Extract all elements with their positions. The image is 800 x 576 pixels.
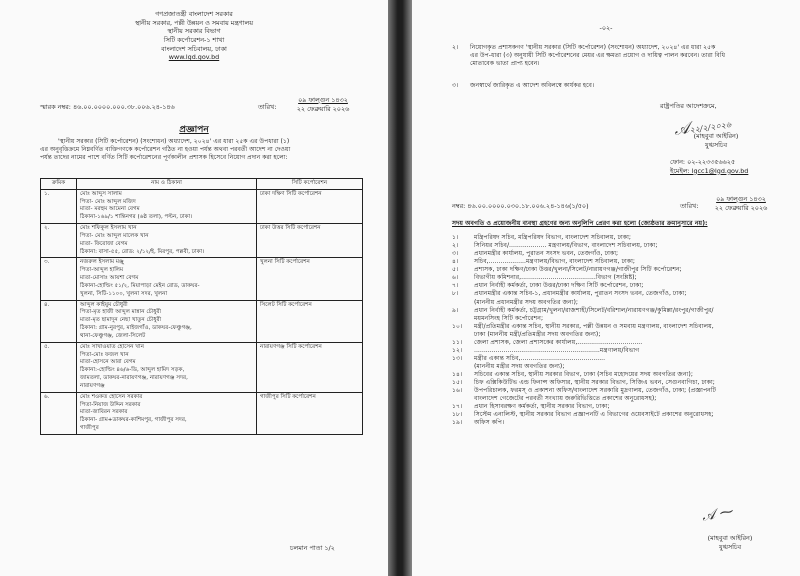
list-item: ৩। প্রধানমন্ত্রীর কার্যালয়, পুরাতন সংসদ ভবন, তেজগাঁও, ঢাকা; bbox=[452, 250, 619, 258]
signature-2: 𝒜 ⁓ bbox=[700, 503, 735, 525]
row-line: ঠিকানা:-হোল্ডিং ৪৬/৬-ডি, আব্দুল হামিদ সড়ক, bbox=[80, 367, 185, 374]
row-name-address bbox=[77, 189, 257, 223]
row-line: মোঃ আব্দুস সালাম bbox=[80, 190, 122, 197]
row-line: নজরুল ইসলাম মঞ্জু bbox=[80, 259, 124, 266]
row-line: মাতা-মোসাঃ আয়শা বেগম bbox=[80, 275, 139, 282]
row-line: মোঃ শওকত হোসেন সরকার bbox=[80, 393, 143, 400]
presidential-order: রাষ্ট্রপতির আদেশক্রমে, bbox=[660, 102, 717, 110]
clause-line: এর উপ-ধারা (৩) অনুযায়ী সিটি কর্পোরেশনের মেয়র এর ক্ষমতা প্রয়োগ ও দায়িত্ব পালন করবেন। তারা বিধি bbox=[470, 52, 725, 60]
row-line: মোঃ শফিকুল ইসলাম খান bbox=[80, 225, 137, 232]
row-corporation: ঢাকা দক্ষিণ সিটি কর্পোরেশন bbox=[257, 189, 363, 223]
row-name-address bbox=[77, 392, 257, 434]
list-item: (মাননীয় প্রধানমন্ত্রীর সদয় অবগতির জন্য); bbox=[474, 298, 578, 306]
list-item: ২। সিনিয়র সচিব/................... মন্ত্রণালয়/বিভাগ, বাংলাদেশ সচিবালয়, ঢাকা; bbox=[452, 242, 658, 250]
intro-paragraph bbox=[40, 138, 290, 163]
signer-title: যুগ্মসচিব bbox=[704, 140, 728, 149]
list-item: ৯। প্রধান নির্বাহী কর্মকর্তা, চট্টগ্রাম/খুলনা/রাজশাহী/সিলেট/বরিশাল/নারায়ণগঞ্জ/কুমিল্লা/রংপুর/গাজীপুর/ bbox=[452, 306, 714, 314]
row-serial: ৪. bbox=[41, 300, 77, 342]
clause-line: মোতাবেক ভাতা প্রাপ্য হবেন। bbox=[470, 60, 540, 68]
row-line: ঠিকানা-হোল্ডিং ৫১/২, মিয়াপাড়া মেইন রোড, ডাকঘর- bbox=[80, 282, 200, 289]
list-item: ঢাকা (মাননীয় মন্ত্রী/প্রতিমন্ত্রীর সদয় অবগতির জন্য); bbox=[474, 330, 601, 338]
row-line: পিতা-নিয়াজ উদ্দিন সরকার bbox=[80, 401, 141, 408]
list-item: বাংলাদেশ গেজেটের পরবর্তী সংখ্যায় জরুরিভিত্তিতে প্রকাশের অনুরোধসহ); bbox=[474, 395, 657, 403]
date-english: ২২ ফেব্রুয়ারি ২০২৬ bbox=[296, 104, 350, 113]
list-item: ময়মনসিংহ সিটি কর্পোরেশন; bbox=[474, 314, 544, 322]
row-serial: ১. bbox=[41, 189, 77, 223]
row-line: ঠিকানা: বাসা-৫৫, রোড: ২/১২/ই, মিরপুর, পল্লবী, ঢাকা। bbox=[80, 248, 205, 255]
row-line: মাতা-মৃত ছামাদুন নেছা খাতুন চৌধুরী bbox=[80, 317, 162, 324]
header-line: সিটি কর্পোরেশন-১ শাখা bbox=[163, 35, 225, 44]
list-item: ৮। প্রধানমন্ত্রীর একান্ত সচিব-১, প্রধানমন্ত্রীর কার্যালয়, পুরাতন সংসদ ভবন, তেজগাঁও, ঢাকা; bbox=[452, 290, 687, 298]
row-line: মাতা-হোসনে আরা বেগম bbox=[80, 359, 136, 366]
row-serial: ৫. bbox=[41, 342, 77, 392]
col-header-serial: ক্রমিক bbox=[41, 179, 77, 190]
list-item: ১৪। সচিবের একান্ত সচিব, স্থানীয় সরকার বিভাগ, ঢাকা (সচিব মহোদয়ের সদয় অবগতির জন্য); bbox=[452, 371, 693, 379]
table-row bbox=[41, 224, 363, 258]
row-line: মাতা- মরহুম আমেনা বেগম bbox=[80, 206, 140, 213]
signer-block-1 bbox=[662, 132, 770, 149]
row-line: খুলনা, সিটি-১১০০, খুলনা সদর, খুলনা bbox=[80, 290, 168, 297]
clause-number: ২। bbox=[452, 44, 459, 51]
clause-3 bbox=[452, 82, 594, 90]
row-line: মাতা-জাবিরন সরকার bbox=[80, 409, 128, 416]
header-line: স্থানীয় সরকার বিভাগ bbox=[167, 27, 221, 36]
row-name-address bbox=[77, 300, 257, 342]
row-serial: ২. bbox=[41, 224, 77, 258]
row-line: ঠিকানা- গ্রাম+ডাকঘর-কাশিমপুর, গাজীপুর সদর, bbox=[80, 417, 187, 424]
row-line: ঠিকানা-১৬৯/১ শান্তিনগর (৬ষ্ঠ তলা), পল্টন, ঢাকা। bbox=[80, 214, 193, 221]
row-line: আব্দুল কাইয়ুম চৌধুরী bbox=[80, 301, 128, 308]
distribution-heading: সদয় অবগতি ও প্রয়োজনীয় ব্যবস্থা গ্রহণের জন্য অনুলিপি প্রেরণ করা হলো (জ্যেষ্ঠতার ক্রমানুসারে নয়): bbox=[452, 220, 708, 227]
signer-block-2 bbox=[682, 534, 778, 551]
signer-name: (মাহবুবা আইরিন) bbox=[693, 132, 739, 140]
memo-number: স্মারক নম্বর: ৪৬.০০.০০০০.০০০.৩৮.০০৬.২৪-১৪৬ bbox=[40, 103, 175, 111]
row-line: গাজীপুর bbox=[80, 425, 99, 432]
intro-line: পর্যন্ত তাদের নামের পাশে বর্ণিত সিটি কর্পোরেশনের পূর্ণকালীন প্রশাসক হিসেবে নিয়োগ প্রদান করা হলো: bbox=[40, 154, 288, 162]
row-corporation: খুলনা সিটি কর্পোরেশন bbox=[257, 258, 363, 300]
list-item: ১৬। উপপরিচালক, ফরমস্ ও প্রকাশনা অফিস/বাংলাদেশ সরকারি মুদ্রণালয়, তেজগাঁও, ঢাকা; (প্রজ্ঞাপনটি bbox=[452, 387, 716, 395]
list-item: ১৭। প্রধান হিসাবরক্ষণ কর্মকর্তা, স্থানীয় সরকার বিভাগ, ঢাকা; bbox=[452, 403, 610, 411]
header-line: স্থানীয় সরকার, পল্লী উন্নয়ন ও সমবায় মন্ত্রণালয় bbox=[134, 18, 254, 27]
website-link[interactable]: www.lgd.gov.bd bbox=[168, 53, 220, 62]
table-row bbox=[41, 300, 363, 342]
date-block bbox=[284, 96, 362, 113]
table-header-row bbox=[41, 179, 363, 190]
list-item: ১। মন্ত্রিপরিষদ সচিব, মন্ত্রিপরিষদ বিভাগ, বাংলাদেশ সচিবালয়, ঢাকা; bbox=[452, 234, 631, 241]
list-item: ৫। প্রশাসক, ঢাকা দক্ষিণ/ঢাকা উত্তর/খুলনা/সিলেট/নারায়ণগঞ্জ/গাজীপুর সিটি কর্পোরেশন; bbox=[452, 266, 682, 274]
list-item: ১০। মন্ত্রী/প্রতিমন্ত্রীর একান্ত সচিব, স্থানীয় সরকার, পল্লী উন্নয়ন ও সমবায় মন্ত্রণালয়, বাংলাদেশ সচিবালয়, bbox=[452, 322, 714, 330]
table-row bbox=[41, 189, 363, 223]
header-line: গণপ্রজাতন্ত্রী বাংলাদেশ সরকার bbox=[155, 10, 233, 18]
list-item: ১৯। অফিস কপি। bbox=[452, 419, 505, 427]
row-line: পিতা- মোঃ আব্দুল মজিদ bbox=[80, 198, 136, 205]
list-item: ১৩। মন্ত্রীর একান্ত সচিব,........................................... bbox=[452, 354, 606, 362]
row-line: ঠিকানা: গ্রাম-নুরপুর, মাইজগাঁও, ডাকঘর-ফেঞ্চুগঞ্জ, bbox=[80, 325, 192, 332]
row-line: পিতা-মৃত হাজী আব্দুল মান্নান চৌধুরী bbox=[80, 309, 162, 316]
clause-line: জনস্বার্থে জারিকৃত এ আদেশ অবিলম্বে কার্যকর হবে। bbox=[470, 82, 595, 89]
phone-number: ফোন: ০২-২২৩৩৫৬৬২৫ bbox=[670, 158, 736, 166]
list-item: ১৫। চিফ এক্সিকিউটিভ এন্ড ফিনান্স অফিসার, স্থানীয় সরকার বিভাগ, সিজিএ ভবন, সেগুনবাগিচা, ঢাকা; bbox=[452, 379, 715, 387]
distribution-list bbox=[452, 234, 792, 428]
table-row bbox=[41, 258, 363, 300]
row-line: নারায়ণগঞ্জ bbox=[80, 382, 105, 389]
header-line: বাংলাদেশ সচিবালয়, ঢাকা bbox=[161, 44, 227, 53]
row-line: পিতা-মোঃ ফজল খান bbox=[80, 351, 129, 358]
document-page-2 bbox=[412, 0, 800, 576]
clause-2 bbox=[452, 44, 725, 69]
intro-line: 'স্থানীয় সরকার (সিটি কর্পোরেশন) (সংশোধন) অধ্যাদেশ, ২০২৪' এর ধারা ২৫ক এর উপধারা (১) bbox=[58, 138, 290, 145]
signer-title: যুগ্মসচিব bbox=[718, 542, 742, 551]
row-name-address bbox=[77, 342, 257, 392]
row-line: মাতা- ফিরোজা বেগম bbox=[80, 240, 128, 247]
list-item: ৬। বিভাগীয় কমিশনার,......................................বিভাগ (সংশ্লিষ্ট); bbox=[452, 274, 637, 282]
signature-1: 𝒜২২/২/২০২৬ bbox=[672, 117, 732, 139]
list-item: ১৮। সিস্টেম এনালিস্ট, স্থানীয় সরকার বিভাগ প্রজ্ঞাপনটি এ বিভাগের ওয়েবসাইটে প্রকাশের অনুরোধসহ; bbox=[452, 411, 714, 419]
page-number: -০২- bbox=[599, 24, 613, 32]
date-bangla: ০৯ ফাল্গুন ১৪৩২ bbox=[298, 96, 348, 104]
row-corporation: ঢাকা উত্তর সিটি কর্পোরেশন bbox=[257, 224, 363, 258]
date-block bbox=[704, 195, 778, 212]
page-footer: চলমান পাতা ১/২ bbox=[290, 544, 335, 552]
list-item: ১২। ................................................................মন্ত্রণালয়/বিভাগ bbox=[452, 346, 640, 354]
date-label: তারিখ: bbox=[680, 202, 699, 210]
letterhead bbox=[0, 10, 388, 62]
row-corporation: গাজীপুর সিটি কর্পোরেশন bbox=[257, 392, 363, 434]
signer-name: (মাহবুবা আইরিন) bbox=[707, 534, 753, 542]
clause-number: ৩। bbox=[452, 82, 459, 89]
date-english: ২২ ফেব্রুয়ারি ২০২৬ bbox=[714, 203, 768, 212]
col-header-name-address: নাম ও ঠিকানা bbox=[77, 179, 257, 190]
row-name-address bbox=[77, 224, 257, 258]
document-page-1 bbox=[0, 0, 388, 576]
row-line: পিতা- মোঃ আব্দুল মালেক খান bbox=[80, 232, 149, 239]
email-link[interactable]: ইমেইল: lgcc1@lgd.gov.bd bbox=[670, 166, 749, 175]
col-header-city-corporation: সিটি কর্পোরেশন bbox=[257, 179, 363, 190]
list-item: ৭। প্রধান নির্বাহী কর্মকর্তা, ঢাকা উত্তর/ঢাকা দক্ষিণ সিটি কর্পোরেশন, ঢাকা; bbox=[452, 282, 644, 290]
memo-number: নম্বর: ৪৬.০০.০০০০.০৩০.১৮.০০৬.২৪-১৪৬(১/৫০) bbox=[452, 202, 589, 210]
row-name-address bbox=[77, 258, 257, 300]
intro-line: এর অনুবৃত্তিক্রমে নিম্নবর্ণিত ব্যক্তিগণকে কর্পোরেশন গঠিত না হওয়া পর্যন্ত অথবা পরবর্তী আদেশ না দেওয়া bbox=[40, 146, 291, 154]
binding-gutter bbox=[388, 0, 412, 576]
list-item: (মাননীয় মন্ত্রীর সদয় অবগতির জন্য); bbox=[474, 363, 565, 370]
row-line: পিতা-আব্দুল হালিম bbox=[80, 267, 124, 274]
contact-block bbox=[670, 158, 748, 175]
notification-title: প্রজ্ঞাপন bbox=[179, 125, 209, 135]
clause-line: নিয়োগকৃত প্রশাসকগণ 'স্থানীয় সরকার (সিটি কর্পোরেশন) (সংশোধন) অধ্যাদেশ, ২০২৪' এর ধারা ২৫ক bbox=[470, 44, 716, 51]
date-bangla: ০৯ ফাল্গুন ১৪৩২ bbox=[716, 195, 766, 203]
row-serial: ৩. bbox=[41, 258, 77, 300]
row-line: থানা-ফেঞ্চুগঞ্জ, জেলা-সিলেট bbox=[80, 332, 146, 339]
row-serial: ৬. bbox=[41, 392, 77, 434]
row-line: জামতলা, ডাকঘর-নারায়ণগঞ্জ, নারায়ণগঞ্জ সদর, bbox=[80, 375, 188, 382]
table-row bbox=[41, 342, 363, 392]
list-item: ৪। সচিব,...................মন্ত্রণালয়/বিভাগ, বাংলাদেশ সচিবালয়, ঢাকা; bbox=[452, 258, 635, 266]
table-row bbox=[41, 392, 363, 434]
row-corporation: নারায়ণগঞ্জ সিটি কর্পোরেশন bbox=[257, 342, 363, 392]
appointment-table bbox=[40, 178, 363, 435]
row-corporation: সিলেট সিটি কর্পোরেশন bbox=[257, 300, 363, 342]
date-label: তারিখ: bbox=[258, 103, 277, 111]
row-line: মোঃ সাখাওয়াত হোসেন খান bbox=[80, 343, 144, 350]
list-item: ১১। জেলা প্রশাসক, জেলা প্রশাসকের কার্যালয়,................................. bbox=[452, 338, 643, 346]
